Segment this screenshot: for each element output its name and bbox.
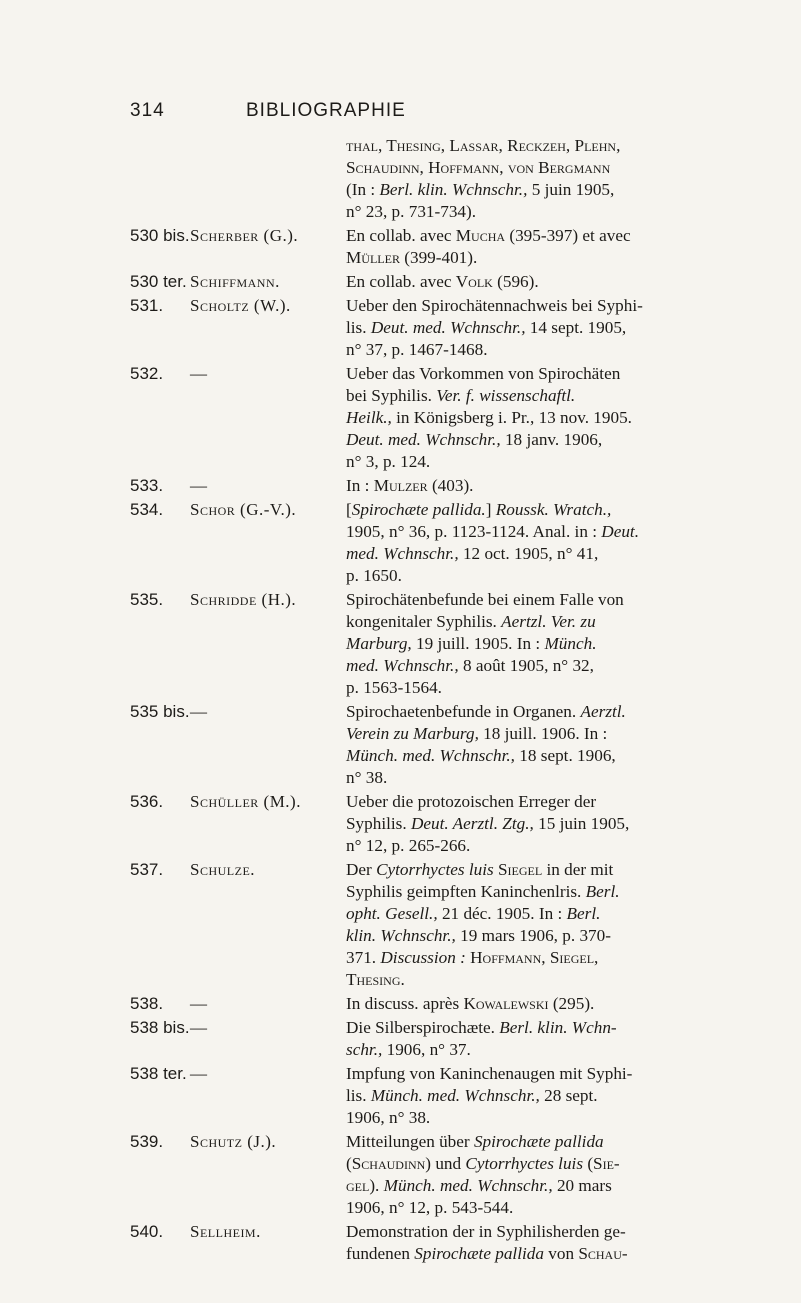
bibliography-entry xyxy=(0,1017,801,1061)
citation-segment: Heilk., xyxy=(346,408,392,427)
citation-line xyxy=(346,1131,676,1153)
citation-segment: p. 1650. xyxy=(346,566,402,585)
citation-line xyxy=(346,633,676,655)
entry-citation xyxy=(346,993,676,1015)
citation-line xyxy=(346,791,676,813)
citation-segment: n° 12, p. 265-266. xyxy=(346,836,471,855)
entry-citation xyxy=(346,363,676,473)
entry-number: 538. xyxy=(130,994,164,1013)
bibliography-entry xyxy=(0,859,801,991)
citation-segment: Impfung von Kaninchenaugen mit Syphi- xyxy=(346,1064,633,1083)
citation-segment: Berl. klin. Wchn- xyxy=(499,1018,617,1037)
entry-citation xyxy=(346,1131,676,1219)
citation-segment: 1905, n° 36, p. 1123-1124. Anal. in : xyxy=(346,522,602,541)
entry-author: Scherber (G.). xyxy=(190,226,299,245)
citation-line xyxy=(346,363,676,385)
citation-segment: (295). xyxy=(548,994,595,1013)
entry-citation xyxy=(346,791,676,857)
citation-segment: Siegel xyxy=(497,860,543,879)
bibliography-entry xyxy=(0,1063,801,1129)
citation-segment: Müller xyxy=(346,248,400,267)
citation-line xyxy=(346,611,676,633)
citation-segment: Deut. med. Wchnschr., xyxy=(346,430,501,449)
citation-line xyxy=(346,1063,676,1085)
bibliography-entry xyxy=(0,1221,801,1265)
citation-segment: Thesing. xyxy=(346,970,405,989)
entry-citation xyxy=(346,135,676,223)
citation-segment: Münch. med. Wchnschr., xyxy=(383,1176,553,1195)
citation-segment: 15 juin 1905, xyxy=(533,814,630,833)
citation-line xyxy=(346,723,676,745)
citation-segment: Spirochaetenbefunde in Organen. xyxy=(346,702,581,721)
citation-segment: [ xyxy=(346,500,352,519)
citation-segment: In : xyxy=(346,476,374,495)
citation-line xyxy=(346,1107,676,1129)
citation-segment: ( xyxy=(583,1154,594,1173)
citation-segment: Ueber den Spirochätennachweis bei Syphi- xyxy=(346,296,643,315)
citation-segment: 18 sept. 1906, xyxy=(514,746,616,765)
citation-segment: 5 juin 1905, xyxy=(527,180,615,199)
entry-author: Schiffmann. xyxy=(190,272,280,291)
citation-line xyxy=(346,767,676,789)
entry-number: 532. xyxy=(130,364,164,383)
citation-segment: (399-401). xyxy=(399,248,478,267)
bibliography-entry xyxy=(0,993,801,1015)
bibliography-entry xyxy=(0,791,801,857)
citation-line xyxy=(346,969,676,991)
citation-segment: En collab. avec xyxy=(346,272,456,291)
entry-citation xyxy=(346,295,676,361)
citation-line xyxy=(346,225,676,247)
citation-segment: Münch. med. Wchnschr., xyxy=(346,746,515,765)
citation-segment: (395-397) et avec xyxy=(505,226,631,245)
citation-segment: Deut. xyxy=(601,522,640,541)
bibliography-entry xyxy=(0,271,801,293)
entry-citation xyxy=(346,1063,676,1129)
citation-segment: En collab. avec xyxy=(346,226,456,245)
bibliography-entry xyxy=(0,589,801,699)
citation-segment: 18 juill. 1906. In : xyxy=(478,724,608,743)
entry-number: 535. xyxy=(130,590,164,609)
citation-segment: Die Silberspirochæte. xyxy=(346,1018,500,1037)
citation-line xyxy=(346,179,676,201)
citation-segment: Schaudinn, Hoffmann, von Bergmann xyxy=(346,158,611,177)
citation-segment: (596). xyxy=(492,272,539,291)
citation-segment: Roussk. Wratch., xyxy=(495,500,612,519)
citation-line xyxy=(346,271,676,293)
citation-segment: Cytorrhyctes luis xyxy=(376,860,494,879)
citation-segment: 28 sept. xyxy=(539,1086,598,1105)
citation-line xyxy=(346,247,676,269)
citation-segment: 8 août 1905, n° 32, xyxy=(458,656,594,675)
citation-segment: schr., xyxy=(346,1040,383,1059)
citation-line xyxy=(346,135,676,157)
citation-segment: Hoffmann, Siegel, xyxy=(470,948,599,967)
citation-segment: in Königsberg i. Pr., 13 nov. 1905. xyxy=(391,408,632,427)
citation-segment: Der xyxy=(346,860,377,879)
bibliography-entry xyxy=(0,225,801,269)
entry-author: — xyxy=(190,364,208,383)
citation-segment: Berl. xyxy=(566,904,601,923)
citation-line xyxy=(346,1017,676,1039)
entry-citation xyxy=(346,499,676,587)
entry-author: Schulze. xyxy=(190,860,256,879)
citation-segment: Spirochæte pallida xyxy=(414,1244,544,1263)
citation-segment: Ver. f. wissenschaftl. xyxy=(436,386,576,405)
entry-citation xyxy=(346,1221,676,1265)
citation-segment: p. 1563-1564. xyxy=(346,678,442,697)
citation-segment: 14 sept. 1905, xyxy=(525,318,627,337)
entry-number: 531. xyxy=(130,296,164,315)
citation-segment: Berl. klin. Wchnschr., xyxy=(379,180,528,199)
entry-author: Schridde (H.). xyxy=(190,590,297,609)
entry-author: — xyxy=(190,1018,208,1037)
citation-line xyxy=(346,451,676,473)
citation-segment: n° 37, p. 1467-1468. xyxy=(346,340,488,359)
citation-segment: Discussion : xyxy=(380,948,466,967)
bibliography-entry xyxy=(0,499,801,587)
citation-segment: Ueber das Vorkommen von Spirochäten xyxy=(346,364,621,383)
citation-segment: Syphilis. xyxy=(346,814,411,833)
entry-author: Schüller (M.). xyxy=(190,792,301,811)
citation-segment: 1906, n° 38. xyxy=(346,1108,431,1127)
citation-segment: Aerztl. xyxy=(580,702,626,721)
citation-segment: Syphilis geimpften Kaninchenlris. xyxy=(346,882,586,901)
citation-segment: Schau- xyxy=(578,1244,628,1263)
page-title: BIBLIOGRAPHIE xyxy=(246,100,406,121)
entry-citation xyxy=(346,701,676,789)
entry-citation xyxy=(346,225,676,269)
citation-segment: Ueber die protozoischen Erreger der xyxy=(346,792,597,811)
citation-segment: n° 23, p. 731-734). xyxy=(346,202,477,221)
citation-segment: 12 oct. 1905, n° 41, xyxy=(458,544,599,563)
entry-number: 537. xyxy=(130,860,164,879)
citation-segment: In discuss. après xyxy=(346,994,464,1013)
citation-segment: klin. Wchnschr., xyxy=(346,926,456,945)
citation-line xyxy=(346,385,676,407)
entry-number: 539. xyxy=(130,1132,164,1151)
citation-segment: kongenitaler Syphilis. xyxy=(346,612,502,631)
citation-segment: Marburg, xyxy=(346,634,412,653)
citation-segment: Kowalewski xyxy=(463,994,549,1013)
citation-segment: bei Syphilis. xyxy=(346,386,437,405)
citation-line xyxy=(346,429,676,451)
citation-segment: ). xyxy=(369,1176,384,1195)
entry-number: 533. xyxy=(130,476,164,495)
citation-segment: Mitteilungen über xyxy=(346,1132,474,1151)
citation-line xyxy=(346,813,676,835)
citation-line xyxy=(346,475,676,497)
entry-number: 530 ter. xyxy=(130,272,187,291)
citation-segment: Spirochæte pallida xyxy=(473,1132,604,1151)
citation-line xyxy=(346,1175,676,1197)
citation-segment: (403). xyxy=(427,476,474,495)
citation-line xyxy=(346,543,676,565)
entry-number: 534. xyxy=(130,500,164,519)
citation-segment: 1906, n° 37. xyxy=(382,1040,471,1059)
citation-segment: lis. xyxy=(346,1086,371,1105)
citation-segment: Cytorrhyctes luis xyxy=(465,1154,584,1173)
entry-number: 536. xyxy=(130,792,164,811)
citation-segment: Deut. Aerztl. Ztg., xyxy=(410,814,534,833)
citation-line xyxy=(346,295,676,317)
entry-number: 535 bis. xyxy=(130,702,190,721)
citation-line xyxy=(346,993,676,1015)
entry-author: — xyxy=(190,994,208,1013)
citation-line xyxy=(346,499,676,521)
citation-line xyxy=(346,1153,676,1175)
citation-segment: med. Wchnschr., xyxy=(346,656,459,675)
entry-citation xyxy=(346,271,676,293)
entry-author: — xyxy=(190,476,208,495)
citation-line xyxy=(346,947,676,969)
page-number: 314 xyxy=(130,100,165,121)
citation-line xyxy=(346,835,676,857)
bibliography-entry xyxy=(0,1131,801,1219)
citation-segment: lis. xyxy=(346,318,371,337)
entry-author: Sellheim. xyxy=(190,1222,261,1241)
entry-citation xyxy=(346,589,676,699)
citation-segment: 21 déc. 1905. In : xyxy=(437,904,567,923)
entry-number: 538 bis. xyxy=(130,1018,190,1037)
citation-line xyxy=(346,339,676,361)
entry-author: — xyxy=(190,702,208,721)
citation-line xyxy=(346,1243,676,1265)
citation-segment: Sie- xyxy=(593,1154,620,1173)
citation-segment: ) und xyxy=(425,1154,466,1173)
citation-segment: in der mit xyxy=(542,860,614,879)
entry-citation xyxy=(346,475,676,497)
citation-line xyxy=(346,1085,676,1107)
citation-segment: Münch. xyxy=(544,634,597,653)
citation-line xyxy=(346,677,676,699)
citation-segment: ] xyxy=(485,500,496,519)
entry-number: 530 bis. xyxy=(130,226,190,245)
bibliography-entry xyxy=(0,363,801,473)
citation-line xyxy=(346,589,676,611)
citation-segment: Aertzl. Ver. zu xyxy=(501,612,596,631)
entry-author: Schor (G.-V.). xyxy=(190,500,297,519)
citation-line xyxy=(346,1221,676,1243)
bibliography-entry xyxy=(0,475,801,497)
citation-segment: fundenen xyxy=(346,1244,415,1263)
citation-segment: 18 janv. 1906, xyxy=(500,430,603,449)
entry-author: — xyxy=(190,1064,208,1083)
citation-line xyxy=(346,521,676,543)
citation-segment: Münch. med. Wchnschr., xyxy=(370,1086,540,1105)
citation-segment: gel xyxy=(346,1176,370,1195)
citation-segment: Mulzer xyxy=(373,476,428,495)
citation-line xyxy=(346,565,676,587)
citation-segment: 20 mars xyxy=(552,1176,612,1195)
bibliography-entry xyxy=(0,135,801,223)
citation-segment: n° 3, p. 124. xyxy=(346,452,431,471)
citation-segment: (In : xyxy=(346,180,380,199)
citation-segment: Spirochæte pallida. xyxy=(351,500,486,519)
entry-number: 538 ter. xyxy=(130,1064,187,1083)
citation-segment: Mucha xyxy=(455,226,506,245)
citation-segment: Spirochätenbefunde bei einem Falle von xyxy=(346,590,624,609)
bibliography-entry xyxy=(0,701,801,789)
bibliography-entry xyxy=(0,295,801,361)
entry-citation xyxy=(346,1017,676,1061)
citation-line xyxy=(346,745,676,767)
citation-segment: 1906, n° 12, p. 543-544. xyxy=(346,1198,514,1217)
citation-segment: 19 mars 1906, p. 370- xyxy=(455,926,611,945)
citation-segment: Verein zu Marburg, xyxy=(346,724,479,743)
citation-line xyxy=(346,1039,676,1061)
citation-line xyxy=(346,201,676,223)
entry-author: Schutz (J.). xyxy=(190,1132,277,1151)
citation-line xyxy=(346,317,676,339)
citation-segment: Berl. xyxy=(585,882,620,901)
citation-segment: von xyxy=(543,1244,579,1263)
citation-segment: opht. Gesell., xyxy=(346,904,438,923)
citation-segment: n° 38. xyxy=(346,768,388,787)
citation-line xyxy=(346,925,676,947)
citation-segment: med. Wchnschr., xyxy=(346,544,459,563)
citation-segment: Schaudinn xyxy=(351,1154,426,1173)
citation-segment: thal, Thesing, Lassar, Reckzeh, Plehn, xyxy=(346,136,621,155)
citation-line xyxy=(346,859,676,881)
citation-line xyxy=(346,157,676,179)
entry-citation xyxy=(346,859,676,991)
bibliography-list xyxy=(0,135,801,1267)
citation-segment: ( xyxy=(346,1154,352,1173)
citation-segment: 371. xyxy=(346,948,381,967)
citation-line xyxy=(346,407,676,429)
citation-segment: 19 juill. 1905. In : xyxy=(411,634,545,653)
citation-segment: Volk xyxy=(455,272,493,291)
citation-line xyxy=(346,701,676,723)
entry-author: Scholtz (W.). xyxy=(190,296,291,315)
citation-segment: Demonstration der in Syphilisherden ge- xyxy=(346,1222,626,1241)
citation-line xyxy=(346,903,676,925)
citation-segment: Deut. med. Wchnschr., xyxy=(370,318,526,337)
citation-line xyxy=(346,1197,676,1219)
citation-line xyxy=(346,655,676,677)
citation-line xyxy=(346,881,676,903)
entry-number: 540. xyxy=(130,1222,164,1241)
